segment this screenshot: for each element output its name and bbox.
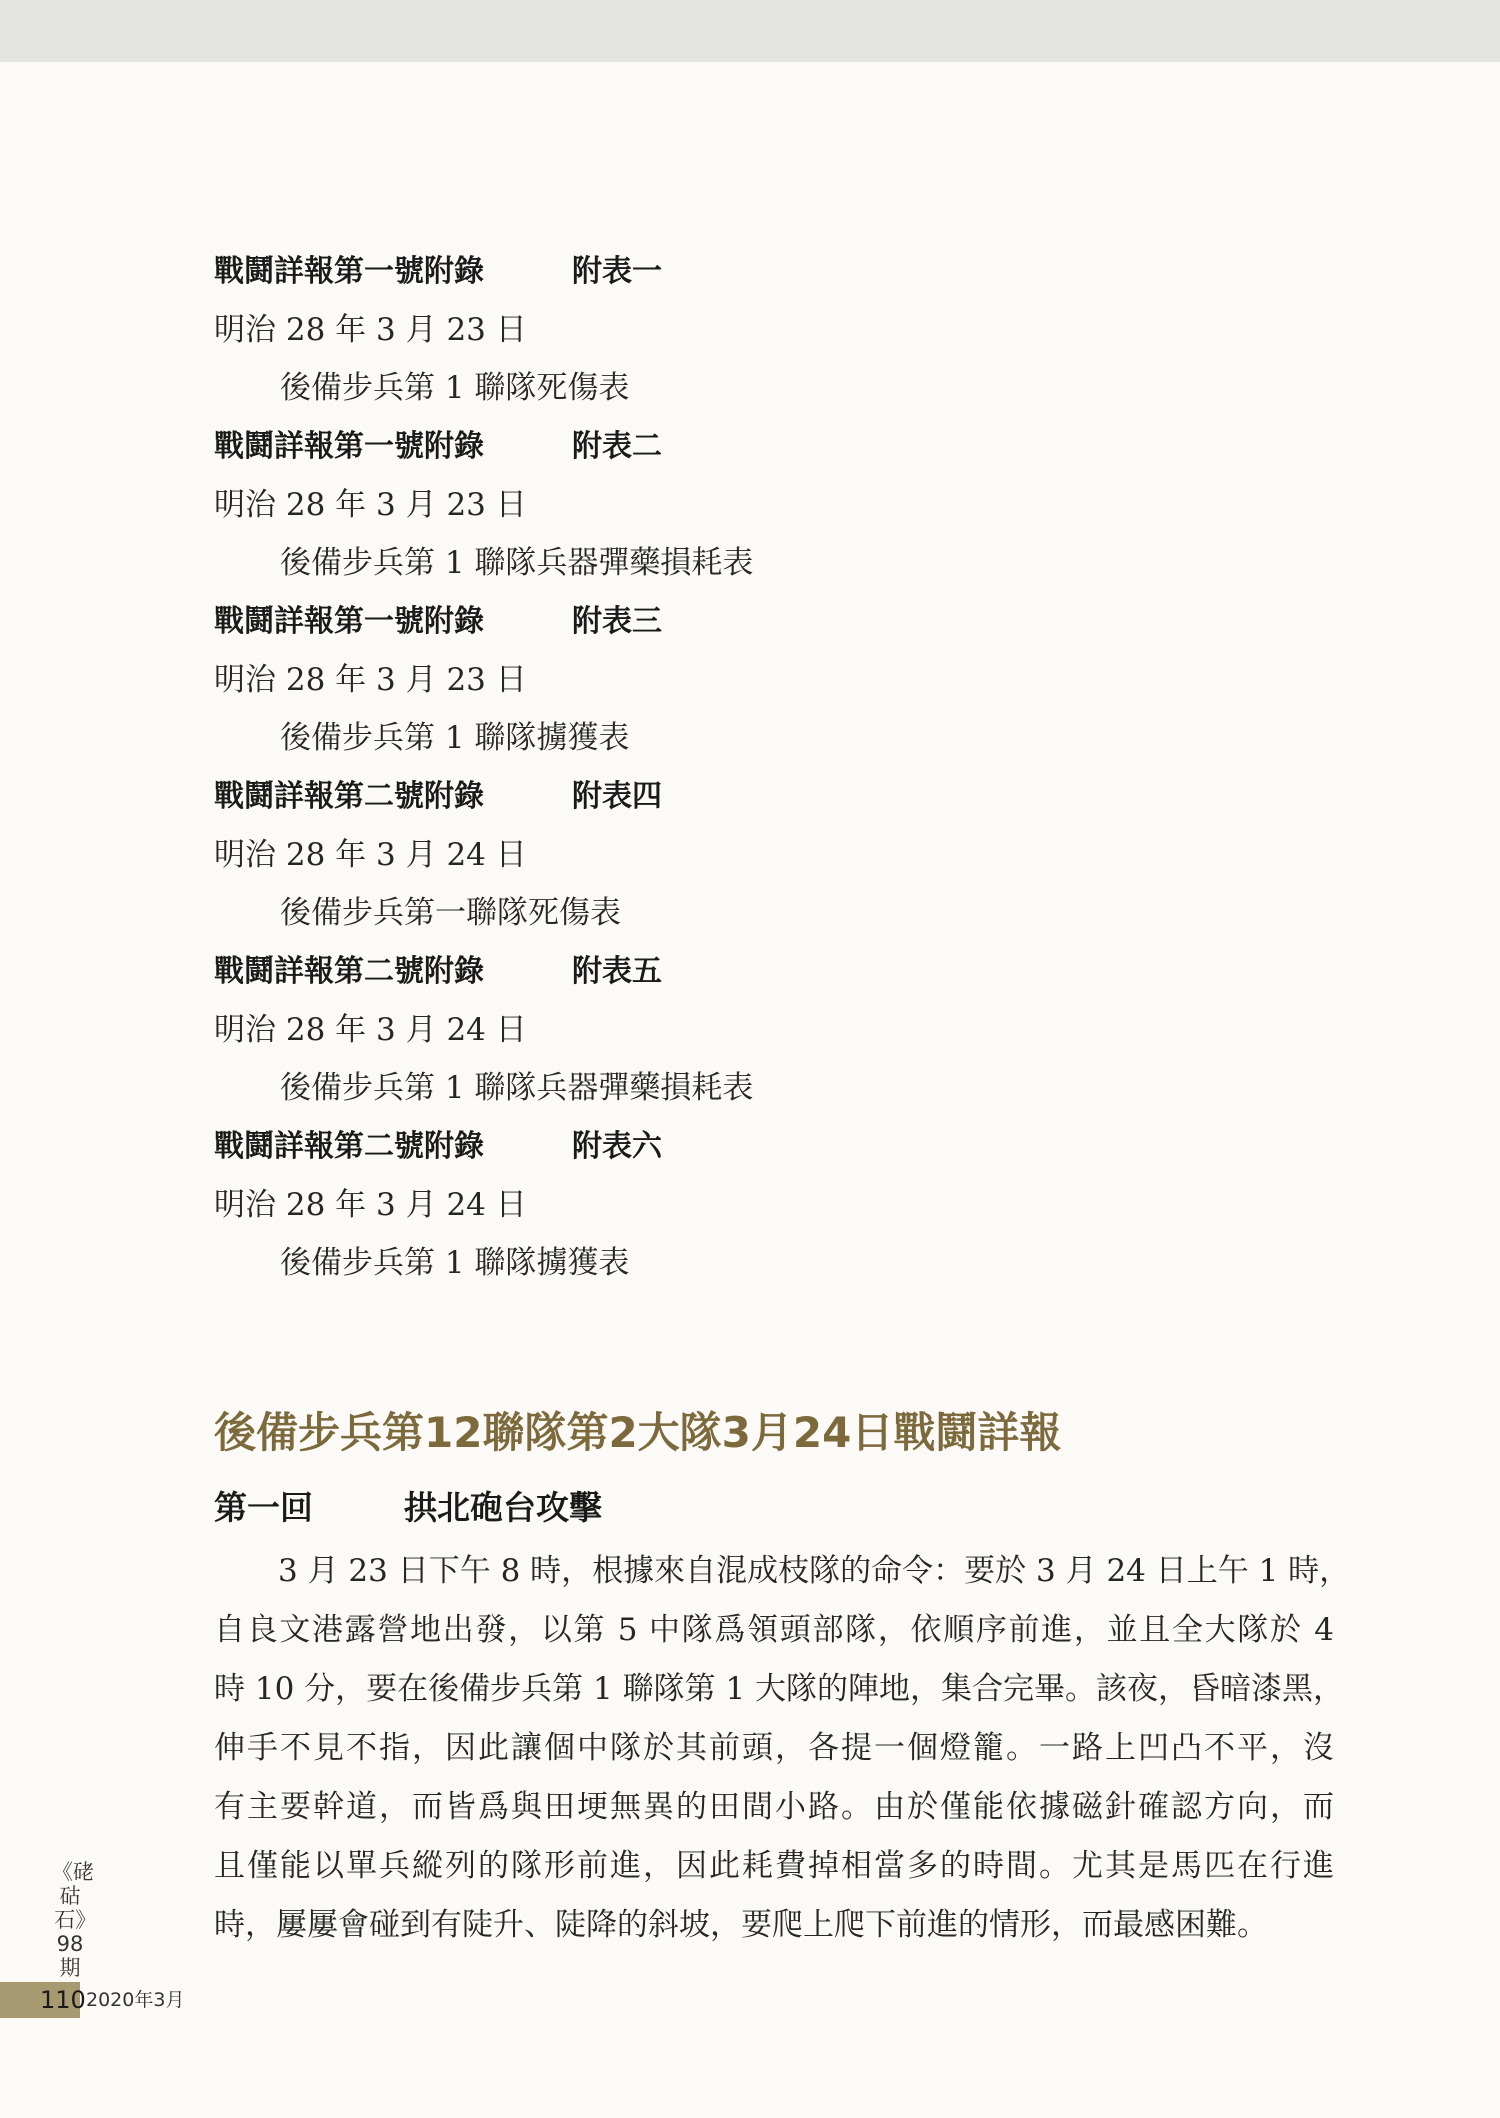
appendix-heading: 戰鬪詳報第一號附錄 附表二 (214, 427, 484, 467)
subheading-title: 拱北砲台攻擊 (404, 1488, 602, 1527)
body-line: 自良文港露營地出發，以第 5 中隊爲領頭部隊，依順序前進，並且全大隊於 4 (214, 1612, 1334, 1648)
footer-date: 2020年3月 (86, 1989, 185, 2011)
appendix-tag: 附表五 (572, 954, 662, 989)
appendix-title: 後備步兵第 1 聯隊擄獲表 (280, 720, 630, 756)
appendix-list (214, 252, 1114, 1302)
appendix-entry (214, 252, 1114, 427)
appendix-tag: 附表一 (572, 254, 662, 289)
appendix-entry (214, 952, 1114, 1127)
body-line: 時，屢屢會碰到有陡升、陡降的斜坡，要爬上爬下前進的情形，而最感困難。 (214, 1907, 1268, 1943)
body-line: 伸手不見不指，因此讓個中隊於其前頭，各提一個燈籠。一路上凹凸不平，沒 (214, 1730, 1334, 1766)
appendix-title: 後備步兵第一聯隊死傷表 (280, 895, 621, 931)
appendix-tag: 附表四 (572, 779, 662, 814)
appendix-title: 後備步兵第 1 聯隊兵器彈藥損耗表 (280, 545, 754, 581)
appendix-heading: 戰鬪詳報第二號附錄 附表五 (214, 952, 484, 992)
scan-top-strip (0, 0, 1500, 62)
body-line: 時 10 分，要在後備步兵第 1 聯隊第 1 大隊的陣地，集合完畢。該夜，昏暗漆黑， (214, 1671, 1345, 1707)
appendix-heading: 戰鬪詳報第二號附錄 附表四 (214, 777, 484, 817)
appendix-date: 明治 28 年 3 月 23 日 (214, 662, 527, 698)
subheading (214, 1482, 602, 1529)
subheading-label: 第一回 (214, 1488, 313, 1527)
appendix-date: 明治 28 年 3 月 24 日 (214, 1187, 527, 1223)
appendix-entry (214, 427, 1114, 602)
section-title: 後備步兵第12聯隊第2大隊3月24日戰鬪詳報 (214, 1408, 1062, 1457)
appendix-title: 後備步兵第 1 聯隊死傷表 (280, 370, 630, 406)
appendix-tag: 附表三 (572, 604, 662, 639)
appendix-title: 後備步兵第 1 聯隊擄獲表 (280, 1245, 630, 1281)
body-paragraph (214, 1542, 1351, 1955)
appendix-title: 後備步兵第 1 聯隊兵器彈藥損耗表 (280, 1070, 754, 1106)
appendix-tag: 附表二 (572, 429, 662, 464)
appendix-heading: 戰鬪詳報第一號附錄 附表一 (214, 252, 484, 292)
appendix-entry (214, 1127, 1114, 1302)
page-number: 110 (40, 1986, 86, 2014)
body-line: 且僅能以單兵縱列的隊形前進，因此耗費掉相當多的時間。尤其是馬匹在行進 (214, 1848, 1334, 1884)
appendix-date: 明治 28 年 3 月 24 日 (214, 1012, 527, 1048)
appendix-entry (214, 777, 1114, 952)
body-line: 3 月 23 日下午 8 時，根據來自混成枝隊的命令：要於 3 月 24 日上午 1 時， (278, 1553, 1351, 1589)
appendix-date: 明治 28 年 3 月 24 日 (214, 837, 527, 873)
journal-side-label: 《硓𥑮石》98期 (52, 1860, 94, 1980)
appendix-date: 明治 28 年 3 月 23 日 (214, 312, 527, 348)
appendix-heading: 戰鬪詳報第一號附錄 附表三 (214, 602, 484, 642)
appendix-tag: 附表六 (572, 1129, 662, 1164)
body-line: 有主要幹道，而皆爲與田埂無異的田間小路。由於僅能依據磁針確認方向，而 (214, 1789, 1334, 1825)
appendix-heading: 戰鬪詳報第二號附錄 附表六 (214, 1127, 484, 1167)
appendix-date: 明治 28 年 3 月 23 日 (214, 487, 527, 523)
appendix-entry (214, 602, 1114, 777)
